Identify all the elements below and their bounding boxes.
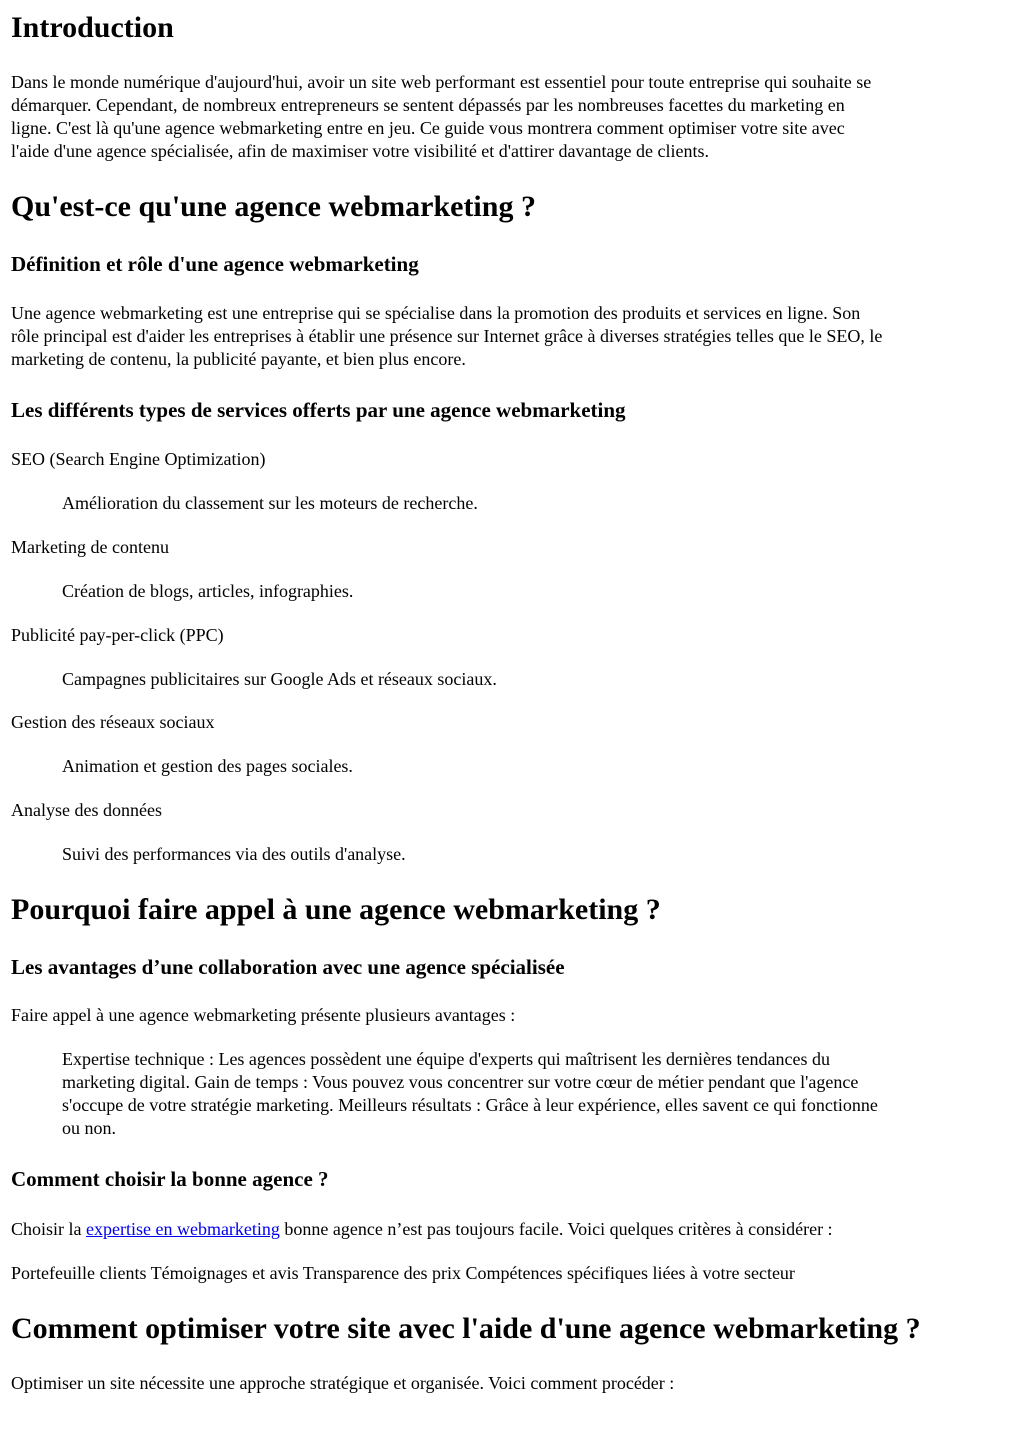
paragraph-line: démarquer. Cependant, de nombreux entrepreneurs se sentent dépassés par les nombreuses facettes du marketing en bbox=[11, 95, 845, 115]
blockquote-line: marketing digital. Gain de temps : Vous pouvez vous concentrer sur votre cœur de métier pendant que l'agence bbox=[62, 1072, 859, 1092]
heading-advantages: Les avantages d’une collaboration avec une agence spécialisée bbox=[11, 955, 565, 979]
service-term: Publicité pay-per-click (PPC) bbox=[11, 625, 224, 645]
service-description: Suivi des performances via des outils d'analyse. bbox=[62, 844, 406, 864]
blockquote-line: Expertise technique : Les agences possèdent une équipe d'experts qui maîtrisent les dernières tendances du bbox=[62, 1049, 830, 1069]
paragraph-line: l'aide d'une agence spécialisée, afin de maximiser votre visibilité et d'attirer davantage de clients. bbox=[11, 141, 709, 161]
paragraph-line: Une agence webmarketing est une entreprise qui se spécialise dans la promotion des produits et services en ligne. Son bbox=[11, 303, 861, 323]
service-term: Gestion des réseaux sociaux bbox=[11, 712, 215, 732]
expertise-webmarketing-link[interactable]: expertise en webmarketing bbox=[86, 1219, 280, 1239]
optimize-intro: Optimiser un site nécessite une approche stratégique et organisée. Voici comment procéder : bbox=[11, 1373, 675, 1393]
advantages-intro: Faire appel à une agence webmarketing présente plusieurs avantages : bbox=[11, 1005, 516, 1025]
choose-paragraph bbox=[11, 1218, 833, 1241]
service-description: Campagnes publicitaires sur Google Ads et réseaux sociaux. bbox=[62, 669, 497, 689]
paragraph-line: rôle principal est d'aider les entreprises à établir une présence sur Internet grâce à diverses stratégies telles que le SEO, le bbox=[11, 326, 883, 346]
advantages-blockquote bbox=[62, 1048, 878, 1140]
heading-what-is-agency: Qu'est-ce qu'une agence webmarketing ? bbox=[11, 190, 536, 223]
service-description: Animation et gestion des pages sociales. bbox=[62, 756, 353, 776]
service-term: Marketing de contenu bbox=[11, 537, 169, 557]
blockquote-line: ou non. bbox=[62, 1118, 116, 1138]
heading-why-agency: Pourquoi faire appel à une agence webmarketing ? bbox=[11, 893, 661, 926]
definition-paragraph bbox=[11, 302, 882, 371]
paragraph-line: ligne. C'est là qu'une agence webmarketing entre en jeu. Ce guide vous montrera comment optimiser votre site avec bbox=[11, 118, 845, 138]
service-term: SEO (Search Engine Optimization) bbox=[11, 449, 266, 469]
choose-text-after: bonne agence n’est pas toujours facile. Voici quelques critères à considérer : bbox=[279, 1219, 833, 1239]
heading-introduction: Introduction bbox=[11, 11, 174, 44]
choose-text-before: Choisir la bbox=[11, 1219, 86, 1239]
blockquote-line: s'occupe de votre stratégie marketing. Meilleurs résultats : Grâce à leur expérience, elles savent ce qui fonctionne bbox=[62, 1095, 878, 1115]
service-description: Création de blogs, articles, infographies. bbox=[62, 581, 354, 601]
paragraph-line: Dans le monde numérique d'aujourd'hui, avoir un site web performant est essentiel pour toute entreprise qui souhaite se bbox=[11, 72, 872, 92]
heading-definition: Définition et rôle d'une agence webmarketing bbox=[11, 252, 419, 276]
service-description: Amélioration du classement sur les moteurs de recherche. bbox=[62, 493, 478, 513]
paragraph-line: marketing de contenu, la publicité payante, et bien plus encore. bbox=[11, 349, 466, 369]
heading-optimize: Comment optimiser votre site avec l'aide d'une agence webmarketing ? bbox=[11, 1312, 921, 1345]
heading-services: Les différents types de services offerts par une agence webmarketing bbox=[11, 398, 626, 422]
criteria-paragraph: Portefeuille clients Témoignages et avis Transparence des prix Compétences spécifiques liées à votre secteur bbox=[11, 1263, 795, 1283]
heading-choose-agency: Comment choisir la bonne agence ? bbox=[11, 1167, 329, 1191]
intro-paragraph bbox=[11, 71, 871, 163]
service-term: Analyse des données bbox=[11, 800, 162, 820]
